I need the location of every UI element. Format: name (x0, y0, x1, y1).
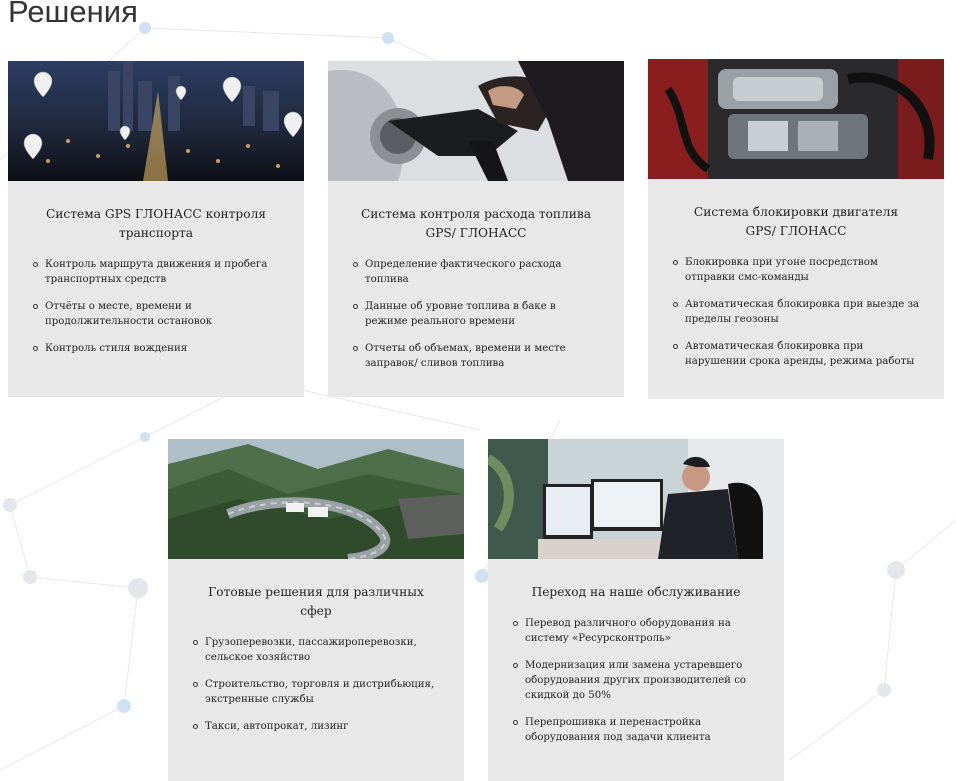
list-item: Грузоперевозки, пассажироперевозки, сельское хозяйство (205, 635, 440, 665)
engine-photo (648, 59, 944, 179)
card-title: Готовые решения для различных сфер (208, 585, 424, 618)
solution-card-ready-solutions[interactable] (168, 439, 464, 781)
list-item: Данные об уровне топлива в баке в режиме реального времени (365, 299, 600, 329)
list-item: Автоматическая блокировка при нарушении срока аренды, режима работы (685, 339, 920, 369)
fuel-nozzle-photo (328, 61, 624, 181)
mountain-road-trucks-photo (168, 439, 464, 559)
card-title: Система блокировки двигателя GPS/ ГЛОНАСС (693, 205, 899, 238)
list-item: Определение фактического расхода топлива (365, 257, 600, 287)
solution-card-service-transfer[interactable] (488, 439, 784, 781)
list-item: Блокировка при угоне посредством отправки смс-команды (685, 255, 920, 285)
feature-list (168, 621, 464, 734)
list-item: Такси, автопрокат, лизинг (205, 719, 440, 734)
list-item: Отчеты об объемах, времени и месте заправок/ сливов топлива (365, 341, 600, 371)
list-item: Строительство, торговля и дистрибьюция, экстренные службы (205, 677, 440, 707)
feature-list (648, 241, 944, 369)
city-map-pins-photo (8, 61, 304, 181)
feature-list (8, 243, 304, 356)
page-title: Решения (8, 0, 138, 29)
list-item: Перепрошивка и перенастройка оборудования под задачи клиента (525, 715, 760, 745)
list-item: Контроль стиля вождения (45, 341, 280, 356)
list-item: Перевод различного оборудования на систему «Ресурсконтроль» (525, 616, 760, 646)
card-title: Переход на наше обслуживание (531, 585, 741, 599)
list-item: Контроль маршрута движения и пробега транспортных средств (45, 257, 280, 287)
list-item: Модернизация или замена устаревшего оборудования других производителей со скидкой до 50% (525, 658, 760, 703)
card-title: Система контроля расхода топлива GPS/ ГЛОНАСС (360, 207, 592, 240)
card-title: Система GPS ГЛОНАСС контроля транспорта (45, 207, 266, 240)
list-item: Автоматическая блокировка при выезде за пределы геозоны (685, 299, 920, 325)
feature-list (488, 602, 784, 745)
solution-card-gps-control[interactable] (8, 61, 304, 397)
solution-card-engine-block[interactable] (648, 59, 944, 399)
list-item: Отчёты о месте, времени и продолжительности остановок (45, 299, 280, 329)
operator-monitors-photo (488, 439, 784, 559)
feature-list (328, 243, 624, 371)
solution-card-fuel-control[interactable] (328, 61, 624, 397)
